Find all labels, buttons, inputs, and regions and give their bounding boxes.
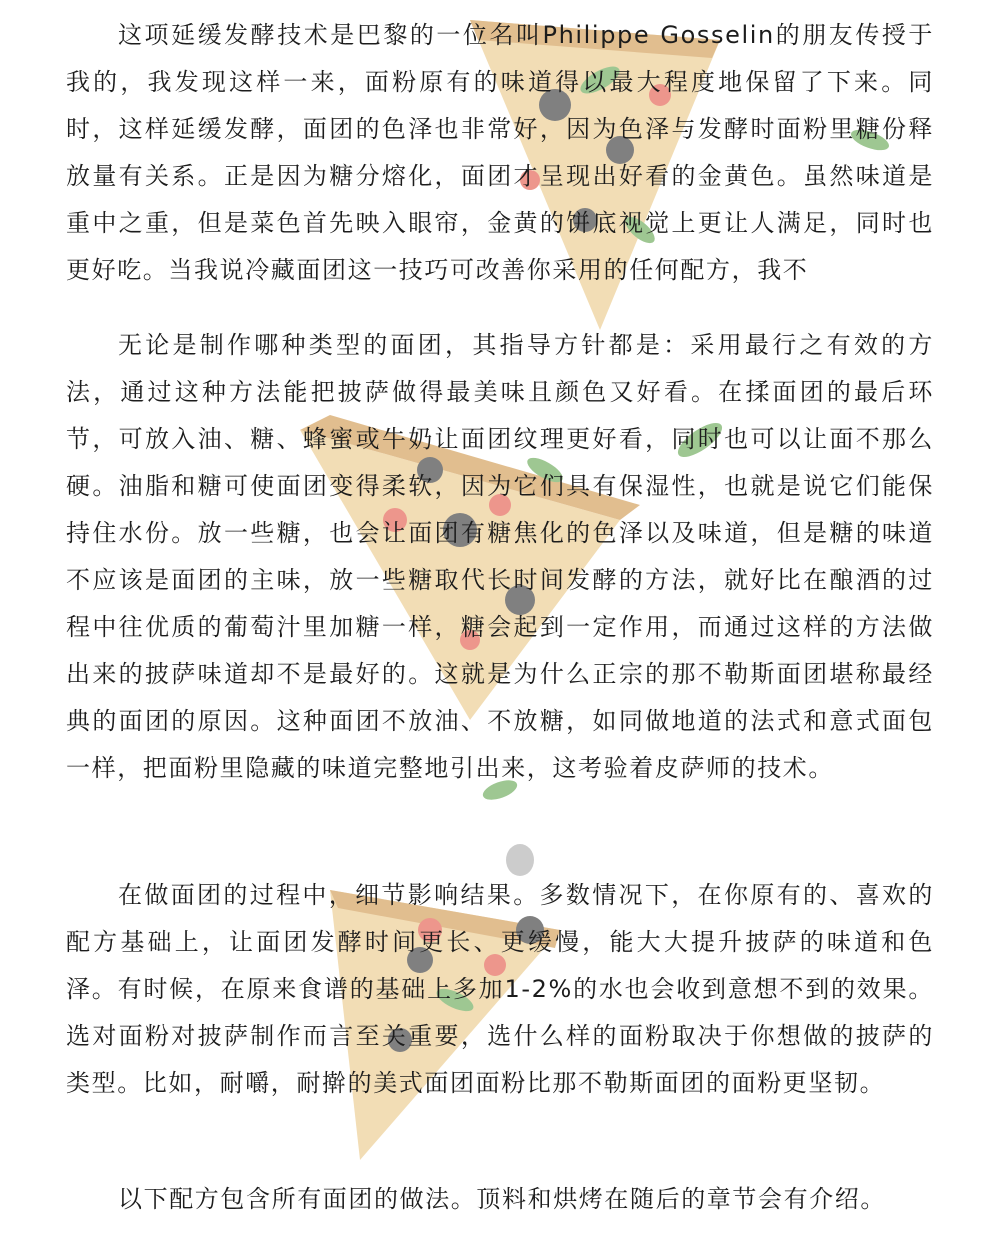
paragraph-3: 在做面团的过程中，细节影响结果。多数情况下，在你原有的、喜欢的配方基础上，让面团发酵时间更长、更缓慢，能大大提升披萨的味道和色泽。有时候，在原来食谱的基础上多加1-2%的水也会收到意想不到的效果。选对面粉对披萨制作而言至关重要，选什么样的面粉取决于你想做的披萨的类型。比如，耐嚼，耐擀的美式面团面粉比那不勒斯面团的面粉更坚韧。 bbox=[66, 881, 934, 1097]
paragraph-2: 无论是制作哪种类型的面团，其指导方针都是：采用最行之有效的方法，通过这种方法能把披萨做得最美味且颜色又好看。在揉面团的最后环节，可放入油、糖、蜂蜜或牛奶让面团纹理更好看，同时也可以让面不那么硬。油脂和糖可使面团变得柔软，因为它们具有保湿性，也就是说它们能保持住水份。放一些糖，也会让面团有糖焦化的色泽以及味道，但是糖的味道不应该是面团的主味，放一些糖取代长时间发酵的方法，就好比在酿酒的过程中往优质的葡萄汁里加糖一样，糖会起到一定作用，而通过这样的方法做出来的披萨味道却不是最好的。这就是为什么正宗的那不勒斯面团堪称最经典的面团的原因。这种面团不放油、不放糖，如同做地道的法式和意式面包一样，把面粉里隐藏的味道完整地引出来，这考验着皮萨师的技术。 bbox=[66, 331, 934, 782]
paragraph-4: 以下配方包含所有面团的做法。顶料和烘烤在随后的章节会有介绍。 bbox=[118, 1185, 886, 1213]
paragraph-1: 这项延缓发酵技术是巴黎的一位名叫Philippe Gosselin的朋友传授于我的，我发现这样一来，面粉原有的味道得以最大程度地保留了下来。同时，这样延缓发酵，面团的色泽也非常好，因为色泽与发酵时面粉里糖份释放量有关系。正是因为糖分熔化，面团才呈现出好看的金黄色。虽然味道是重中之重，但是菜色首先映入眼帘，金黄的饼底视觉上更让人满足，同时也更好吃。当我说冷藏面团这一技巧可改善你采用的任何配方，我不 bbox=[66, 21, 934, 284]
